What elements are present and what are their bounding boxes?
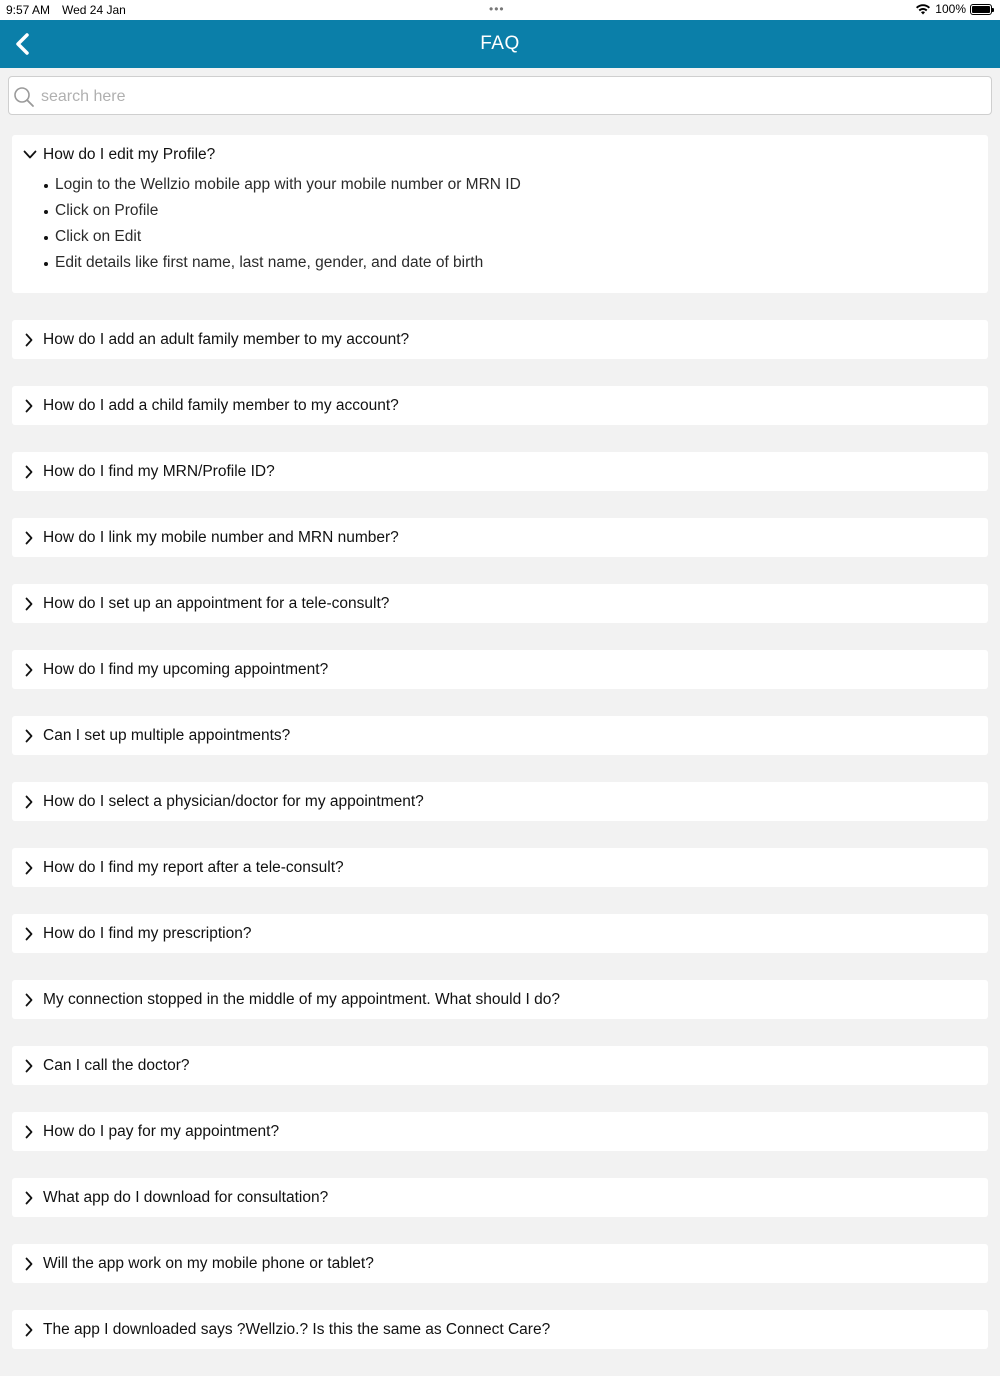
faq-answer-item: Login to the Wellzio mobile app with your mobile number or MRN ID bbox=[43, 174, 988, 200]
faq-item[interactable] bbox=[12, 584, 988, 623]
chevron-right-icon bbox=[24, 1257, 34, 1271]
faq-question: Will the app work on my mobile phone or tablet? bbox=[43, 1254, 374, 1272]
faq-item[interactable] bbox=[12, 386, 988, 425]
faq-question-header[interactable] bbox=[12, 1178, 988, 1217]
faq-question: How do I find my report after a tele-consult? bbox=[43, 858, 344, 876]
chevron-right-icon bbox=[24, 1059, 34, 1073]
chevron-right-icon bbox=[24, 531, 34, 545]
multitasking-dots[interactable]: ••• bbox=[489, 2, 505, 16]
chevron-right-icon bbox=[24, 993, 34, 1007]
faq-question-header[interactable] bbox=[12, 1244, 988, 1283]
faq-question-header[interactable] bbox=[12, 716, 988, 755]
faq-item[interactable] bbox=[12, 1310, 988, 1349]
faq-answer-item: Click on Edit bbox=[43, 226, 988, 252]
faq-item[interactable] bbox=[12, 320, 988, 359]
battery-percent: 100% bbox=[935, 2, 966, 16]
faq-question-header[interactable] bbox=[12, 1046, 988, 1085]
faq-question: My connection stopped in the middle of my appointment. What should I do? bbox=[43, 990, 560, 1008]
chevron-right-icon bbox=[24, 1323, 34, 1337]
chevron-right-icon bbox=[24, 333, 34, 347]
chevron-right-icon bbox=[24, 861, 34, 875]
chevron-right-icon bbox=[24, 1191, 34, 1205]
navigation-bar bbox=[0, 20, 1000, 68]
faq-question-header[interactable] bbox=[12, 1310, 988, 1349]
faq-item[interactable] bbox=[12, 1046, 988, 1085]
faq-item[interactable] bbox=[12, 716, 988, 755]
faq-question: Can I set up multiple appointments? bbox=[43, 726, 291, 744]
faq-item[interactable] bbox=[12, 914, 988, 953]
faq-question: How do I pay for my appointment? bbox=[43, 1122, 280, 1140]
faq-question-header[interactable] bbox=[12, 320, 988, 359]
faq-item[interactable] bbox=[12, 1178, 988, 1217]
faq-question: How do I find my MRN/Profile ID? bbox=[43, 462, 275, 480]
faq-question-header[interactable] bbox=[12, 848, 988, 887]
faq-question: How do I set up an appointment for a tele-consult? bbox=[43, 594, 390, 612]
faq-question-header[interactable] bbox=[12, 386, 988, 425]
chevron-right-icon bbox=[24, 663, 34, 677]
chevron-right-icon bbox=[24, 597, 34, 611]
chevron-right-icon bbox=[24, 399, 34, 413]
faq-item[interactable] bbox=[12, 1244, 988, 1283]
faq-item[interactable] bbox=[12, 848, 988, 887]
faq-question: How do I add an adult family member to my account? bbox=[43, 330, 410, 348]
faq-question: The app I downloaded says ?Wellzio.? Is this the same as Connect Care? bbox=[43, 1320, 551, 1338]
faq-question: How do I find my prescription? bbox=[43, 924, 252, 942]
faq-question-header[interactable] bbox=[12, 518, 988, 557]
page-title: FAQ bbox=[480, 33, 520, 54]
faq-question-header[interactable] bbox=[12, 452, 988, 491]
status-indicators bbox=[915, 2, 992, 16]
faq-item[interactable] bbox=[12, 650, 988, 689]
faq-question: How do I link my mobile number and MRN number? bbox=[43, 528, 399, 546]
chevron-right-icon bbox=[24, 729, 34, 743]
faq-question-header[interactable] bbox=[12, 980, 988, 1019]
faq-question-header[interactable] bbox=[12, 650, 988, 689]
faq-item-expanded bbox=[12, 135, 988, 293]
status-date: Wed 24 Jan bbox=[62, 3, 126, 17]
status-bar bbox=[0, 0, 1000, 20]
faq-item[interactable] bbox=[12, 518, 988, 557]
faq-list bbox=[12, 135, 988, 1376]
chevron-right-icon bbox=[24, 927, 34, 941]
faq-question: How do I select a physician/doctor for my appointment? bbox=[43, 792, 424, 810]
faq-item[interactable] bbox=[12, 1112, 988, 1151]
chevron-right-icon bbox=[24, 1125, 34, 1139]
faq-answer-list bbox=[12, 174, 988, 278]
battery-icon bbox=[970, 4, 992, 15]
faq-question: How do I edit my Profile? bbox=[43, 145, 216, 163]
faq-question-header[interactable] bbox=[12, 584, 988, 623]
search-icon bbox=[13, 86, 35, 108]
faq-item[interactable] bbox=[12, 980, 988, 1019]
search-input[interactable] bbox=[39, 83, 983, 111]
faq-question-header[interactable] bbox=[12, 914, 988, 953]
search-bar[interactable] bbox=[8, 76, 992, 115]
wifi-icon bbox=[915, 3, 931, 15]
faq-question: Can I call the doctor? bbox=[43, 1056, 190, 1074]
chevron-right-icon bbox=[24, 795, 34, 809]
faq-question: How do I find my upcoming appointment? bbox=[43, 660, 329, 678]
chevron-right-icon bbox=[24, 465, 34, 479]
faq-question-header[interactable] bbox=[12, 782, 988, 821]
faq-question: How do I add a child family member to my account? bbox=[43, 396, 399, 414]
faq-question-header[interactable] bbox=[12, 135, 988, 174]
status-time: 9:57 AM bbox=[6, 3, 51, 17]
faq-answer-item: Click on Profile bbox=[43, 200, 988, 226]
faq-question-header[interactable] bbox=[12, 1112, 988, 1151]
faq-item[interactable] bbox=[12, 452, 988, 491]
faq-answer-item: Edit details like first name, last name, gender, and date of birth bbox=[43, 252, 988, 278]
chevron-down-icon bbox=[23, 150, 37, 160]
faq-question: What app do I download for consultation? bbox=[43, 1188, 329, 1206]
faq-item[interactable] bbox=[12, 782, 988, 821]
